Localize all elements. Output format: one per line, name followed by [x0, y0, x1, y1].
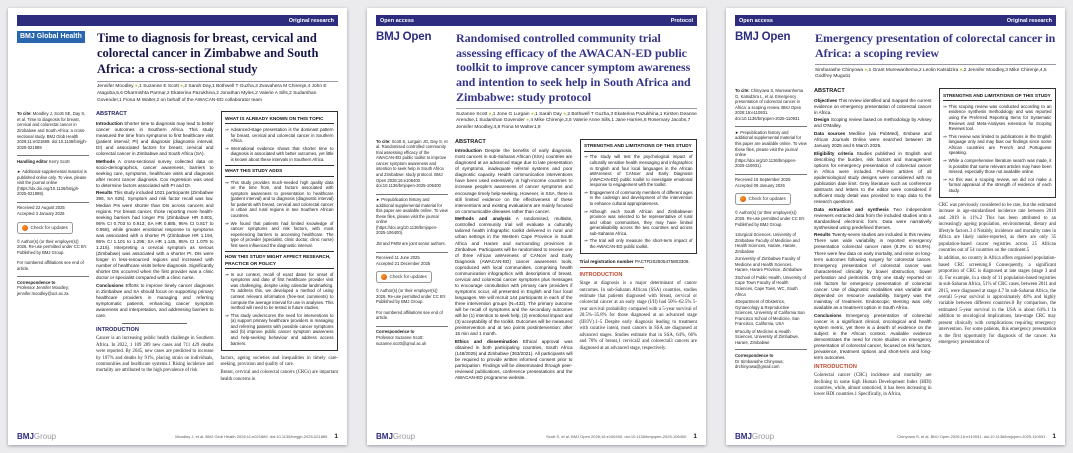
key-point-item: [943, 157, 1052, 176]
arrow-bullet: ⇒: [584, 154, 588, 160]
abstract-paragraph: [814, 207, 932, 231]
margin-column: [376, 139, 448, 383]
key-point-item: [225, 220, 334, 250]
arrow-bullet: ⇒: [225, 220, 229, 226]
article-type-banner: [735, 15, 1056, 26]
joint-authors-note: JM and FMW are joint senior authors.: [376, 240, 446, 246]
abstract-paragraph: [814, 232, 932, 311]
arrow-bullet: ⇒: [225, 312, 229, 318]
received-date: Received 15 September 2025: [735, 177, 791, 183]
author-list: Suzanne Scott ●,1 Jone G Lurgain ●,1 Sarah Day ●,2 Bothwell T Guzha,3 Ekaterina Pazukhina,1 Kirsten Deanne Arendse,1 Sudarshan Govender ●,4 Mike Chirenje,3,5 Valerie Anne Sills,1 Jane Harries,6 Rosemary Jacobs,7 Jennifer Moodley,4,8 Fiona M Walter1,9: [456, 108, 697, 132]
key-points-title: WHAT THIS STUDY ADDS: [225, 167, 334, 177]
abstract-paragraph: [455, 216, 573, 337]
abstract-section-text: Studies published in English and describing the burden, risk factors and management options for emergency presentation of colorectal cancer in Africa were included. Full-text articles of all epidemiological study designs were considered with no publication date limit. Grey literature such as conference abstracts and letters to the editor were considered if sufficient study detail was provided to map data to the research questions.: [814, 150, 932, 205]
arrow-bullet: ⇒: [943, 176, 947, 182]
abstract-paragraph: [96, 283, 214, 319]
crossmark-icon: [740, 196, 746, 202]
correspondence-text[interactable]: Professor Jennifer Moodley; jennifer.moodley@uct.ac.za: [17, 285, 70, 296]
key-points-items: [943, 103, 1052, 195]
key-points-items: [225, 271, 334, 348]
abstract-paragraph: [814, 151, 932, 206]
journal-logo: BMJ Global Health: [17, 31, 85, 43]
abstract-section-text: A cross-sectional survey collected data on socio-demographics, cancer awareness, barriers to seeking care, symptoms, healthcare visits and diagnosis after recent cancer diagnosis. Cox regression was used to determine factors associated with PI and DI.: [96, 158, 214, 188]
right-column: [580, 139, 698, 383]
page-number: 1: [334, 433, 338, 440]
abstract-heading: ABSTRACT: [455, 138, 486, 145]
abstract-paragraph: [455, 148, 573, 215]
to-cite-block: [376, 139, 448, 189]
key-points-items: [225, 179, 334, 250]
check-for-updates-label: Check for updates: [30, 224, 68, 230]
arrow-bullet: ⇒: [943, 133, 947, 139]
abstract-section-label: Ethics and dissemination: [455, 339, 518, 345]
supplemental-note[interactable]: ► Additional supplemental material is published online only. To view, please visit the journal online (https://dx.doi.org/10.1136/bmjgh-2025-021889).: [17, 169, 87, 197]
bmj-group-logo: [735, 432, 774, 441]
abstract-paragraph: [96, 190, 214, 281]
key-point-item: [943, 103, 1052, 133]
key-point-text: Advanced-stage presentation is the dominant pattern for breast, cervical and colorectal cancer in Southern Africa.: [230, 126, 334, 144]
key-points-title: STRENGTHS AND LIMITATIONS OF THIS STUDY: [584, 142, 693, 152]
footer-citation: Scott S, et al. BMJ Open 2026;16:e106400. doi:10.1136/bmjopen-2025-106400: [546, 434, 687, 439]
abstract-paragraph: [814, 131, 932, 149]
abstract-sections: [96, 121, 214, 320]
page-footer: [376, 432, 697, 441]
key-point-text: The trial will only measure the short-term impact of the AWACAN-ED public toolkit.: [589, 238, 693, 250]
key-points-box: [221, 111, 339, 350]
key-point-text: While a comprehensive literature search was made, it is possible that some relevant articles may have been missed, especially those not available online.: [948, 157, 1052, 175]
introduction-heading: INTRODUCTION: [579, 272, 623, 279]
key-point-item: [584, 208, 693, 238]
key-point-text: This review was limited to publications in the English language only and may bias our findings since some African countries are French and Portuguese speaking.: [948, 133, 1052, 156]
banner-right-label: Original research: [1006, 17, 1052, 24]
check-for-updates-label: Check for updates: [389, 274, 427, 280]
abstract-section-label: Conclusions: [96, 282, 124, 288]
margin-column: [735, 88, 807, 399]
key-point-text: International evidence shows that shorter time to diagnosis is associated with better outcomes, yet little is known about these intervals in Southern Africa.: [230, 145, 334, 162]
received-date: Received 11 June 2025: [376, 255, 420, 261]
correspondence-block: [376, 326, 448, 346]
key-point-item: [225, 145, 334, 164]
bmj-logo-text: BMJ: [376, 432, 393, 441]
banner-left-label: Open access: [380, 17, 414, 24]
abstract-paragraph: [814, 313, 932, 362]
arrow-bullet: ⇒: [225, 145, 229, 151]
trial-registration: [580, 259, 698, 265]
abstract-section-text: Shorter time to diagnosis may lead to better cancer outcomes in Southern Africa. This study measured the time from symptoms to first healthcare visit (patient interval; PI) and diagnosis (diagnostic interval; DI) and associated factors for breast, cervical and colorectal cancer in Zimbabwe and South Africa (SA).: [96, 120, 214, 157]
abstract-paragraph: [455, 339, 573, 381]
key-point-item: [943, 176, 1052, 195]
page-number: 1: [1052, 433, 1056, 440]
abstract-section-label: Design: [814, 117, 830, 123]
introduction-continued: factors, ageing societies and inequalities in timely care-seeking, provision and quality of care.: [220, 355, 338, 368]
introduction-text: Cancer is an increasing public health challenge in Southern Africa. In 2022, 1 109 209 new cases and 711 429 deaths were reported. By 2045, new cases are predicted to increase by 107% and deaths by 91%, placing strain on individuals, communities and healthcare systems.1 Rising incidence and mortality are attributed to the high prevalence of risk: [96, 336, 214, 374]
abstract-section-label: Methods and analysis: [455, 216, 511, 222]
key-point-text: This study underscores the need for interventions to (a) support primary healthcare providers in managing and referring patients with possible cancer symptoms and (b) improve public cancer symptom awareness and help-seeking behaviour and address access barriers.: [230, 312, 334, 346]
arrow-bullet: ⇒: [225, 126, 229, 132]
key-point-text: Engagement of community members of different ages in the codesign and development of the intervention to enhance cultural appropriateness.: [589, 189, 693, 206]
abstract-section-label: Introduction: [455, 148, 482, 154]
arrow-bullet: ⇒: [584, 238, 588, 244]
to-cite-label: To cite:: [17, 111, 32, 117]
abstract-section-label: Results: [814, 232, 831, 238]
to-cite-block: [735, 88, 807, 121]
abstract-section-label: Introduction: [96, 120, 123, 126]
dates-block: [17, 202, 89, 217]
right-column: [221, 111, 339, 383]
journal-logo: BMJ Open: [735, 31, 791, 43]
bmj-logo-text: BMJ: [17, 432, 34, 441]
correspondence-block: [17, 276, 89, 296]
affiliation-item: 1Surgical Sciences, University of Zimbabwe Faculty of Medicine and Health Sciences, Harare, Harare, Zimbabwe: [735, 232, 800, 254]
abstract-section-label: Eligibility criteria: [814, 150, 854, 156]
key-point-text: As this was a scoping review, we did not make a formal appraisal of the strength of evidence of each study.: [948, 176, 1052, 193]
abstract-section-text: Ethical approval was obtained in both participating countries, South Africa (148/2025) and Zimbabwe (363/2021). All participants will be required to provide written informed consent prior to participation. Findings will be disseminated through peer-reviewed publications, conference presentations and the AWACAN-ED programme website.: [455, 339, 573, 381]
affiliation-item: 4Department of Obstetrics, Gynaecology & Reproductive Sciences, University of California San Francisco School of Medicine, San Francisco, California, USA: [735, 299, 805, 327]
key-points-title: HOW THIS STUDY MIGHT AFFECT RESEARCH, PRACTICE OR POLICY: [225, 253, 334, 269]
arrow-bullet: ⇒: [584, 208, 588, 214]
abstract-section-text: Two independent reviewers extracted data from the included studies onto a standardised electronic form. Data were narratively synthesised using predefined themes.: [814, 206, 932, 230]
arrow-bullet: ⇒: [943, 103, 947, 109]
group-logo-text: Group: [751, 432, 775, 441]
article-type-banner: [17, 15, 338, 26]
key-point-item: [584, 237, 693, 250]
key-point-text: In our context, recall of exact dates for onset of symptoms and date of first healthcare provider visit was challenging, despite using calendar landmarking. To address this, we developed a method of using context relevant information (free-text comments) to compute the average interval for use in analyses. This method will need to be tested in future studies.: [230, 271, 334, 311]
author-list: Jennifer Moodley ●,1 Suzanne E Scott ●,2 Sarah Day,1 Bothwell T Guzha,3 Zvavahera M Chirenje,4 John E Ataguba,5,6 Dharmishta Parmar,2 Ekaterina Pazukhina,2 Jonathan Myles,2 Valerie A Sills,2 Sudarshan Govender,1 Fiona M Walter,2 on behalf of the AWACAN-ED collaborator team: [97, 81, 338, 105]
article-title: Time to diagnosis for breast, cervical and colorectal cancer in Zimbabwe and South Africa: a cross-sectional study: [97, 31, 319, 76]
key-points-section: [225, 115, 334, 164]
abstract-column: [96, 111, 214, 383]
group-logo-text: Group: [33, 432, 57, 441]
trial-registration-label: Trial registration number: [579, 259, 634, 265]
abstract-section-label: Conclusions: [814, 312, 842, 318]
bmj-group-logo: [17, 432, 56, 441]
abstract-section-label: Data sources: [814, 130, 846, 136]
to-cite-text: Moodley J, Scott SE, Day S, et al. Time to diagnosis for breast, cervical and colorectal cancer in Zimbabwe and South Africa: a cross-sectional study. BMJ Glob Health 2026;11:e021889. doi:10.1136/bmjgh-2025-021889: [17, 111, 88, 150]
group-logo-text: Group: [392, 432, 416, 441]
to-cite-block: [17, 111, 89, 150]
key-point-text: We found that patients had limited knowledge of cancer symptoms and risk factors, with most experiencing barriers to accessing healthcare. The type of provider (specialist, clinic doctor, clinic nurse) first seen influenced the diagnostic interval.: [230, 220, 334, 248]
affiliation-item: 3School of Public Health, University of Cape Town Faculty of Health Sciences, Cape Town, WC, South Africa: [735, 274, 806, 297]
correspondence-label: Correspondence to: [17, 279, 56, 285]
check-for-updates-button[interactable]: [376, 271, 432, 283]
introduction-continued: CRC was previously considered to be rare, but the estimated increase in age-standardised incidence rate between 2010 and 2019 is 11%.2 This has been attributed to an increasingly ageing population, environmental, dietary and lifestyle factors.3 4 Notably, incidence and mortality rates in Africa are likely under-reported, as there are only 35 population-based cancer registries across 25 African countries out of 54 countries on the continent.5: [938, 202, 1056, 254]
dates-block: [376, 252, 448, 267]
abstract-section-text: Scoping review based on methodology by Arksey and O'Malley.: [814, 117, 932, 129]
to-cite-label: To cite:: [376, 138, 391, 144]
page-footer: [735, 432, 1056, 441]
abstract-paragraph: [814, 98, 932, 116]
abstract-heading: ABSTRACT: [814, 88, 845, 95]
right-column: [939, 88, 1057, 399]
article-type-banner: [376, 15, 697, 26]
key-points-items: [225, 126, 334, 163]
section-divider: [122, 323, 187, 324]
arrow-bullet: ⇒: [943, 157, 947, 163]
paper-page-3: [726, 8, 1065, 445]
abstract-section-text: A randomised, multisite, controlled community trial will evaluate a culturally tailored health infographic toolkit delivered in rural and urban settings in the Western Cape Province in South Africa and Harare and surrounding provinces in Zimbabwe. Participants will be randomised to receive one of three African aWAreness of CANcer and Early Diagnosis (AWACAN-ED) cancer awareness tools, coproduced with local communities, comprising health communication infographics with descriptions of breast, cervical and colorectal cancer symptoms plus messages to encourage consultation with primary care providers if symptoms occur, all presented in English and four local languages. We will recruit 144 participants in each of the three intervention groups (N=432). The primary outcome will be recall of symptoms and the secondary outcomes will be (1) intention to seek help, (2) emotional impact and (3) acceptability of the toolkit. Outcomes will be measured preintervention and at two points postintervention: after 15 min and 1 month.: [455, 216, 573, 337]
abstract-column: [455, 139, 573, 383]
footer-citation: Chinyowa S, et al. BMJ Open 2026;16:e110931. doi:10.1136/bmjopen-2025-110931: [897, 434, 1046, 439]
introduction-heading: INTRODUCTION: [96, 327, 139, 334]
accepted-date: Accepted 21 December 2025: [376, 260, 431, 266]
correspondence-label: Correspondence to: [735, 352, 774, 358]
margin-column: [17, 111, 89, 383]
key-point-text: This study provides much-needed high quality data on the time from, and factors associated with symptom awareness to presentation to healthcare (patient interval) and to diagnosis (diagnostic interval) for patients with breast, cervical and colorectal cancer in urban and rural regions in two Southern African countries.: [230, 179, 334, 219]
bmj-group-logo: [376, 432, 415, 441]
check-for-updates-label: Check for updates: [748, 196, 786, 202]
key-point-item: [225, 312, 334, 347]
affiliation-item: 2University of Zimbabwe Faculty of Medicine and Health Sciences, Harare, Harare Province, Zimbabwe: [735, 256, 803, 273]
crossmark-icon: [22, 225, 28, 231]
key-point-text: This scoping review was conducted according to an evidence synthesis methodology and was reported using the Preferred Reporting Items for Systematic Reviews and Meta-Analyses extension for Scoping Reviews tool.: [948, 103, 1052, 132]
abstract-sections: [455, 148, 573, 381]
banner-right-label: Original research: [288, 17, 334, 24]
abstract-heading: ABSTRACT: [96, 111, 127, 118]
key-point-item: [584, 189, 693, 208]
strengths-limitations-box: [580, 139, 698, 254]
affiliations-note: For numbered affiliations see end of article.: [376, 309, 443, 321]
handling-editor-block: [17, 155, 89, 164]
affiliations-list: [735, 232, 807, 345]
key-points-section: [225, 165, 334, 249]
key-point-item: [225, 126, 334, 145]
to-cite-text: Scott S, Lurgain JG, Day S, et al. Randomised controlled community trial assessing efficacy of the AWACAN-ED public toolkit to improve cancer symptom awareness and intention to seek help in South Africa and Zimbabwe: study protocol. BMJ Open 2026;16:e106400. doi:10.1136/bmjopen-2025-106400: [376, 138, 448, 189]
rule-divider: [580, 267, 645, 268]
handling-editor-name: Kerry Scott: [48, 158, 70, 164]
correspondence-label: Correspondence to: [376, 329, 415, 335]
accepted-date: Accepted 3 January 2026: [17, 211, 65, 217]
key-points-section: [225, 251, 334, 347]
journal-logo: BMJ Open: [376, 31, 432, 43]
arrow-bullet: ⇒: [584, 189, 588, 195]
abstract-section-label: Data extraction and synthesis: [814, 206, 889, 212]
article-title: Randomised controlled community trial assessing efficacy of the AWACAN-ED public toolkit to improve cancer symptom awareness and intention to seek help in South Africa and Zimbabwe: study protocol: [456, 31, 691, 104]
introduction-continued-2: Breast, cervical and colorectal cancers (CRCs) are important health concerns in: [220, 370, 338, 382]
introduction-heading: INTRODUCTION: [814, 364, 857, 371]
accepted-date: Accepted 09 January 2026: [735, 182, 785, 188]
dates-block: [735, 174, 807, 189]
strengths-limitations-box: [939, 88, 1057, 198]
key-point-item: [943, 133, 1052, 157]
author-list: Simbarashe Chinyowa ●,1 Grant Murewanhema,2 Leolin Katsidzira ●,2 Jennifer Moodley,3 Mike Chirenje,4,5 Godfrey Muguti1: [815, 64, 1056, 81]
page-footer: [17, 432, 338, 441]
page-number: 1: [693, 433, 697, 440]
paper-page-2: [367, 8, 706, 445]
arrow-bullet: ⇒: [225, 271, 229, 277]
key-points-title: STRENGTHS AND LIMITATIONS OF THIS STUDY: [943, 92, 1052, 102]
key-point-item: [225, 271, 334, 312]
copyright-note: © Author(s) (or their employer(s)) 2026. Re-use permitted under CC BY. Published by BMJ Group.: [17, 238, 88, 255]
to-cite-text: Chinyowa S, Murewanhema G, Katsidzira L, et al. Emergency presentation of colorectal cancer in Africa: a scoping review. BMJ Open 2026;16:e110931. doi:10.1136/bmjopen-2025-110931: [735, 88, 804, 121]
abstract-paragraph: [814, 117, 932, 129]
key-points-items: [584, 153, 693, 250]
arrow-bullet: ⇒: [225, 179, 229, 185]
affiliation-item: 5Faculty of Medicine & Health Sciences, University of Zimbabwe, Harare, Zimbabwe: [735, 328, 799, 345]
abstract-section-text: This review identified and mapped the current evidence on emergency presentation of colorectal cancer in Africa.: [814, 97, 932, 115]
key-point-item: [584, 153, 693, 188]
key-point-text: The study will test the psychological impact of culturally sensitive health messaging and infographics in English and four local languages in the African aWAreness of CANcer and Early Diagnosis (AWACAN-ED) public toolkit to investigate emotional response to engagement with the toolkit.: [589, 154, 693, 188]
abstract-section-label: Objectives: [814, 97, 838, 103]
abstract-section-text: Despite the benefits of early diagnosis, most cancers in sub-Saharan African (SSA) countries are diagnosed at an advanced stage due to late presentation of symptoms, inadequate referral systems and poor diagnostic capacity. Health communication interventions have been used extensively in high-income countries to increase people's awareness of cancer symptoms and encourage timely help-seeking. However, in SSA, there is still limited evidence on the effectiveness of these interventions and existing evaluations are mainly focused on communicable diseases rather than cancer.: [455, 148, 573, 214]
abstract-section-label: Results: [96, 190, 113, 196]
introduction-text: Colorectal cancer (CRC) incidence and mortality are declining in some high Human Development Index (HDI) countries, while, almost unnoticed, it has been increasing in lower HDI countries.1 Specifically, in Africa,: [814, 373, 932, 398]
key-point-item: [225, 179, 334, 220]
key-point-text: Although each South African and Zimbabwean province was selected to be representative of rural and urban communities, they may have limited generalisability across the two countries and across sub-Saharan Africa.: [589, 208, 693, 236]
abstract-section-text: Efforts to improve timely cancer diagnosis in Zimbabwe and SA should focus on supporting primary healthcare providers in managing and referring symptomatic patients, enhancing cancer symptom awareness and interpretation, and addressing barriers to care.: [96, 282, 214, 319]
handling-editor-label: Handling editor: [17, 158, 48, 164]
abstract-paragraph: [96, 121, 214, 157]
prepublication-note[interactable]: ► Prepublication history and additional supplemental material for this paper are available online. To view these files, please visit the journal online (https://doi.org/10.1136/bmjopen-2025-110931).: [735, 126, 807, 168]
correspondence-block: [735, 349, 807, 369]
paper-page-1: [8, 8, 347, 445]
footer-citation: Moodley J, et al. BMJ Glob Health 2026;11:e021889. doi:10.1136/bmjgh-2025-021889: [175, 434, 328, 439]
crossmark-icon: [381, 274, 387, 280]
introduction-text: Stage at diagnosis is a major determinant of cancer outcomes. In sub-Saharan African (SSA) countries, studies estimate that patients diagnosed with breast, cervical or colorectal cancer at an early stage (I/II) had 50%–62.5% 5-year survival probability compared with a 5-year survival of 20.5%–35.8% for those diagnosed at an advanced stage (III/IV).1–5 Despite early diagnosis leading to treatment with curative intent, most cancers in SSA are diagnosed at advanced stages. Studies estimate that in SSA, 64%, 66% and 70% of breast,1 cervical2 and colorectal3 cancers are diagnosed at an advanced stage, respectively.: [579, 281, 697, 351]
abstract-section-label: Methods: [96, 158, 115, 164]
abstract-section-text: Twenty-seven studies are included in this review. There was wide variability in reported emergency presentation colorectal cancer rates (8.3% to 64.9%). There were few data on early mortality, and none on long-term outcomes following surgery for colorectal cancer. Emergency presentation of colorectal cancer was characterised clinically by bowel obstruction, bowel perforation and peritonitis. Only one study reported on risk factors for emergency presentation of colorectal cancer. Use of diagnostic modalities was variable and depended on resource availability. Surgery was the mainstay of treatment. Endoscopic stenting was only available as a treatment option in South Africa.: [814, 232, 932, 311]
correspondence-text[interactable]: Dr Simbarashe Chinyowa; drchinyowa@gmail.com: [735, 358, 784, 370]
banner-left-label: Open access: [739, 17, 773, 24]
abstract-section-text: Emergency presentation of colorectal cancer is a significant clinical, oncological and health system metric, yet there is a dearth of evidence on the subject in the African context. Available evidence demonstrates the need for more studies on emergency presentation of colorectal cancer, focused on risk factors, prevalence, treatment options and short-term and long-term outcomes.: [814, 312, 932, 361]
abstract-section-text: Medline (via PubMed), Embase and African Journals Online were searched between 29 January 2025 and 6 March 2025.: [814, 130, 932, 148]
bmj-logo-text: BMJ: [735, 432, 752, 441]
key-points-section: [943, 92, 1052, 195]
correspondence-text[interactable]: Professor Suzanne Scott; suzanne.scott@qmul.ac.uk: [376, 334, 427, 346]
check-for-updates-button[interactable]: [735, 193, 791, 205]
received-date: Received 22 August 2025: [17, 205, 65, 211]
prepublication-note[interactable]: ► Prepublication history and additional supplemental material for this paper are available online. To view these files, please visit the journal online (https://doi.org/10.1136/bmjopen-2025-106400).: [376, 194, 448, 236]
key-points-title: WHAT IS ALREADY KNOWN ON THIS TOPIC: [225, 115, 334, 125]
key-points-section: [584, 142, 693, 250]
copyright-note: © Author(s) (or their employer(s)) 2026. Re-use permitted under CC BY. Published by BMJ Group.: [735, 210, 806, 227]
introduction-continued-2: In addition, no country in Africa offers organised population-based CRC screening.6 Consequently, a significant proportion of CRC is diagnosed at late stages (stage 3 and 4). For example, in a study of 11 population-based registries in sub-Saharan Africa, 51% of CRC cases, between 2011 and 2015, were diagnosed at stage 4.7 In sub-Saharan Africa, the overall 5-year survival is approximately 48% and highly variable between different countries.8 By comparison, the estimated 5-year survival in the USA is about 64%.1 In addition to oncological implications, late-stage CRC may present clinically with complications requiring emergency intervention. For some patients, this emergency presentation is the first opportunity for diagnosis of the cancer. An emergency presentation of: [938, 256, 1056, 346]
abstract-paragraph: [96, 159, 214, 189]
copyright-note: © Author(s) (or their employer(s)) 2026. Re-use permitted under CC BY. Published by BMJ Group.: [376, 288, 447, 305]
trial-registration-number: PACTR202505475803308.: [634, 259, 690, 265]
abstract-section-text: This study included 1021 participants (Zimbabwe 396, SA 625). Symptom and risk factor recall was low. Median PIs were shorter than DIs across cancers and regions. For breast cancer, those reporting more health-seeking barriers had longer PIs (Zimbabwe HR 0.801, 95% CI 0.703 to 0.913; SA HR 0.885, 95% CI 0.817 to 0.958), while greater emotional response to symptoms was associated with a shorter PI (Zimbabwe HR 1.194, 95% CI 1.101 to 1.295; SA HR 1.145, 95% CI 1.079 to 1.216). Interpreting a cervical symptom as serious (Zimbabwe) was associated with a shorter PI. DIs were longer in less-resourced regions and increased with number of healthcare visits before diagnosis. Significantly shorter DIs occurred when the first provider was a clinic doctor or specialist compared with a clinic nurse.: [96, 190, 214, 281]
to-cite-label: To cite:: [735, 88, 750, 94]
article-title: Emergency presentation of colorectal cancer in Africa: a scoping review: [815, 31, 1056, 60]
affiliations-note: For numbered affiliations see end of article.: [17, 260, 84, 271]
banner-right-label: Protocol: [670, 17, 693, 24]
abstract-sections: [814, 98, 932, 362]
abstract-column: [814, 88, 932, 399]
check-for-updates-button[interactable]: [17, 222, 73, 234]
